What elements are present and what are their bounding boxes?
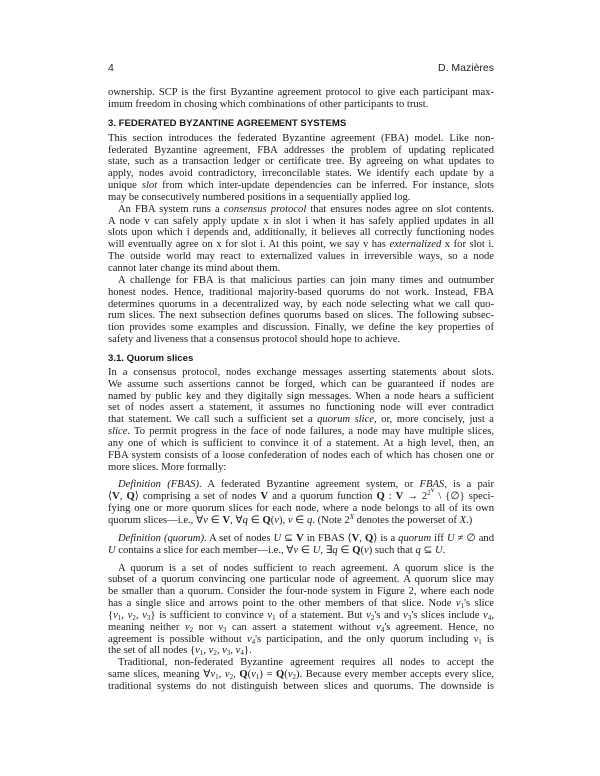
text-line: fying one or more quorum slices for each node, where a node belongs to all of its own	[108, 503, 494, 515]
text-line: the set of all nodes {$v_1$, $v_2$, $v_3$, $v_4$}.	[108, 645, 252, 658]
text-line: unique slot from which inter-update dependencies can be inferred. For instance, slots	[108, 180, 495, 192]
body-text	[108, 87, 494, 693]
text-line: ⟨V, Q⟩ comprising a set of nodes V and a quorum function Q : $V \to 2^{2^V}$ \ {∅} speci-	[108, 489, 495, 503]
text-line: FBA system consists of a loose confederation of nodes each of which has chosen one or	[108, 449, 494, 461]
running-author: D. Mazières	[437, 62, 494, 74]
running-header	[108, 62, 494, 76]
text-line: same slices, meaning $\forall v_1$, $v_2$, $Q(v_1) = Q(v_2)$. Because every member accepts every slice,	[108, 669, 495, 682]
text-line: slice. To permit progress in the face of node failures, a node may have multiple slices,	[108, 426, 494, 438]
text-line: The outside world may react to externalized values in irreversible ways, so a node	[108, 251, 494, 263]
text-line: meaning neither $v_2$ nor $v_3$ can assert a statement without $v_4's$ agreement. Hence, no	[108, 621, 494, 634]
emphasis-slice: slice	[108, 426, 128, 438]
text-line: more slices. More formally:	[108, 461, 227, 473]
text-line: subset of a quorum convincing one particular node of agreement. A quorum slice may	[108, 574, 494, 586]
subsection-heading: 3.1. Quorum slices	[108, 352, 194, 364]
text-line: rum slices. The next subsection defines quorums based on slices. The following subsec-	[108, 310, 494, 322]
page-number: 4	[108, 62, 114, 74]
text-line: U contains a slice for each member—i.e., ∀v ∈ U, ∃q ∈ Q(v) such that q ⊆ U.	[108, 544, 446, 556]
section-heading: 3. FEDERATED BYZANTINE AGREEMENT SYSTEMS	[108, 117, 347, 129]
text-line: may be consecutively numbered positions in a sequentially applied log.	[108, 191, 411, 203]
text-line: traditional systems do not distinguish between slices and quorums. The downside is	[108, 680, 494, 692]
text-line: has a single slice and arrows point to the other members of that slice. Node $v_1's$ slice	[108, 598, 495, 611]
text-line: state, such as a transaction ledger or certificate tree. By agreeing on what updates to	[108, 156, 494, 168]
text-line: A quorum is a set of nodes sufficient to reach agreement. A quorum slice is the	[118, 562, 494, 574]
emphasis-quorum-slice: quorum slice	[317, 414, 374, 426]
text-line: be smaller than a quorum. Consider the four-node system in Figure 2, where each node	[108, 586, 494, 598]
text-line: set of nodes assert a statement, it assumes no functioning node will ever contradict	[108, 402, 494, 414]
text-line: named by public key and they digitally sign messages. When a node hears a sufficient	[108, 390, 494, 402]
text-line: that statement. We call such a sufficient set a quorum slice, or, more concisely, just a	[108, 414, 494, 426]
text-line: quorum slices—i.e., ∀v ∈ V, ∀q ∈ Q(v), v ∈ q. (Note $2^X$ denotes the powerset of X.)	[108, 513, 473, 526]
definition-quorum: Definition (quorum). A set of nodes U ⊆ V in FBAS ⟨V, Q⟩ is a quorum iff U ≠ ∅ and	[118, 532, 494, 544]
text-line: cannot later change its mind about them.	[108, 262, 281, 274]
text-line: Traditional, non-federated Byzantine agreement requires all nodes to accept the	[118, 657, 494, 669]
text-line: tion provides some examples and discussion. Finally, we define the key properties of	[108, 322, 494, 334]
text-line: This section introduces the federated Byzantine agreement (FBA) model. Like non-	[108, 132, 494, 144]
text-line: slots upon which i depends and, additionally, it believes all correctly functioning nodes	[108, 227, 494, 239]
text-line: We assume such assertions cannot be forged, which can be guaranteed if nodes are	[108, 378, 494, 390]
text-line: safety and liveness that a consensus protocol should hope to achieve.	[108, 334, 401, 346]
text-line: A node v can safely apply update x in slot i when it has safely applied updates in all	[108, 215, 494, 227]
text-line: An FBA system runs a consensus protocol that ensures nodes agree on slot contents.	[118, 203, 494, 215]
emphasis-slot: slot	[141, 180, 158, 192]
text-line: imum freedom in chosing which combinations of other participants to trust.	[108, 98, 429, 110]
text-line: determines quorums in a decentralized way, by each node selecting what we call quo-	[108, 298, 494, 310]
text-line: ownership. SCP is the first Byzantine agreement protocol to give each participant max-	[108, 87, 494, 98]
emphasis-consensus-protocol: consensus protocol	[223, 203, 307, 215]
text-line: federated Byzantine agreement, FBA addresses the problem of updating replicated	[108, 144, 494, 156]
text-line: any one of which is sufficient to convince it of a statement. At a high level, then, an	[108, 437, 494, 449]
text-line: A challenge for FBA is that malicious parties can join many times and outnumber	[118, 274, 494, 286]
text-line: In a consensus protocol, nodes exchange messages asserting statements about slots.	[108, 366, 494, 378]
text-line: agreement is possible without $v_4's$ participation, and the only quorum including $v_1$ is	[108, 633, 494, 646]
emphasis-externalized: externalized	[389, 239, 442, 251]
text-line: {$v_1$, $v_2$, $v_3$} is sufficient to convince $v_1$ of a statement. But $v_2's$ and $v_3's$ slices include $v_4$,	[108, 609, 495, 622]
text-line: honest nodes. Hence, traditional majority-based quorums do not work. Instead, FBA	[108, 286, 494, 298]
text-line: apply, nodes avoid contradictory, irreconcilable states. We identify each update by a	[108, 168, 494, 180]
definition-fbas: Definition (FBAS). A federated Byzantine agreement system, or FBAS, is a pair	[118, 479, 494, 491]
text-line: will eventually agree on x for slot i. At this point, we say v has externalized x for slot i.	[108, 239, 494, 251]
